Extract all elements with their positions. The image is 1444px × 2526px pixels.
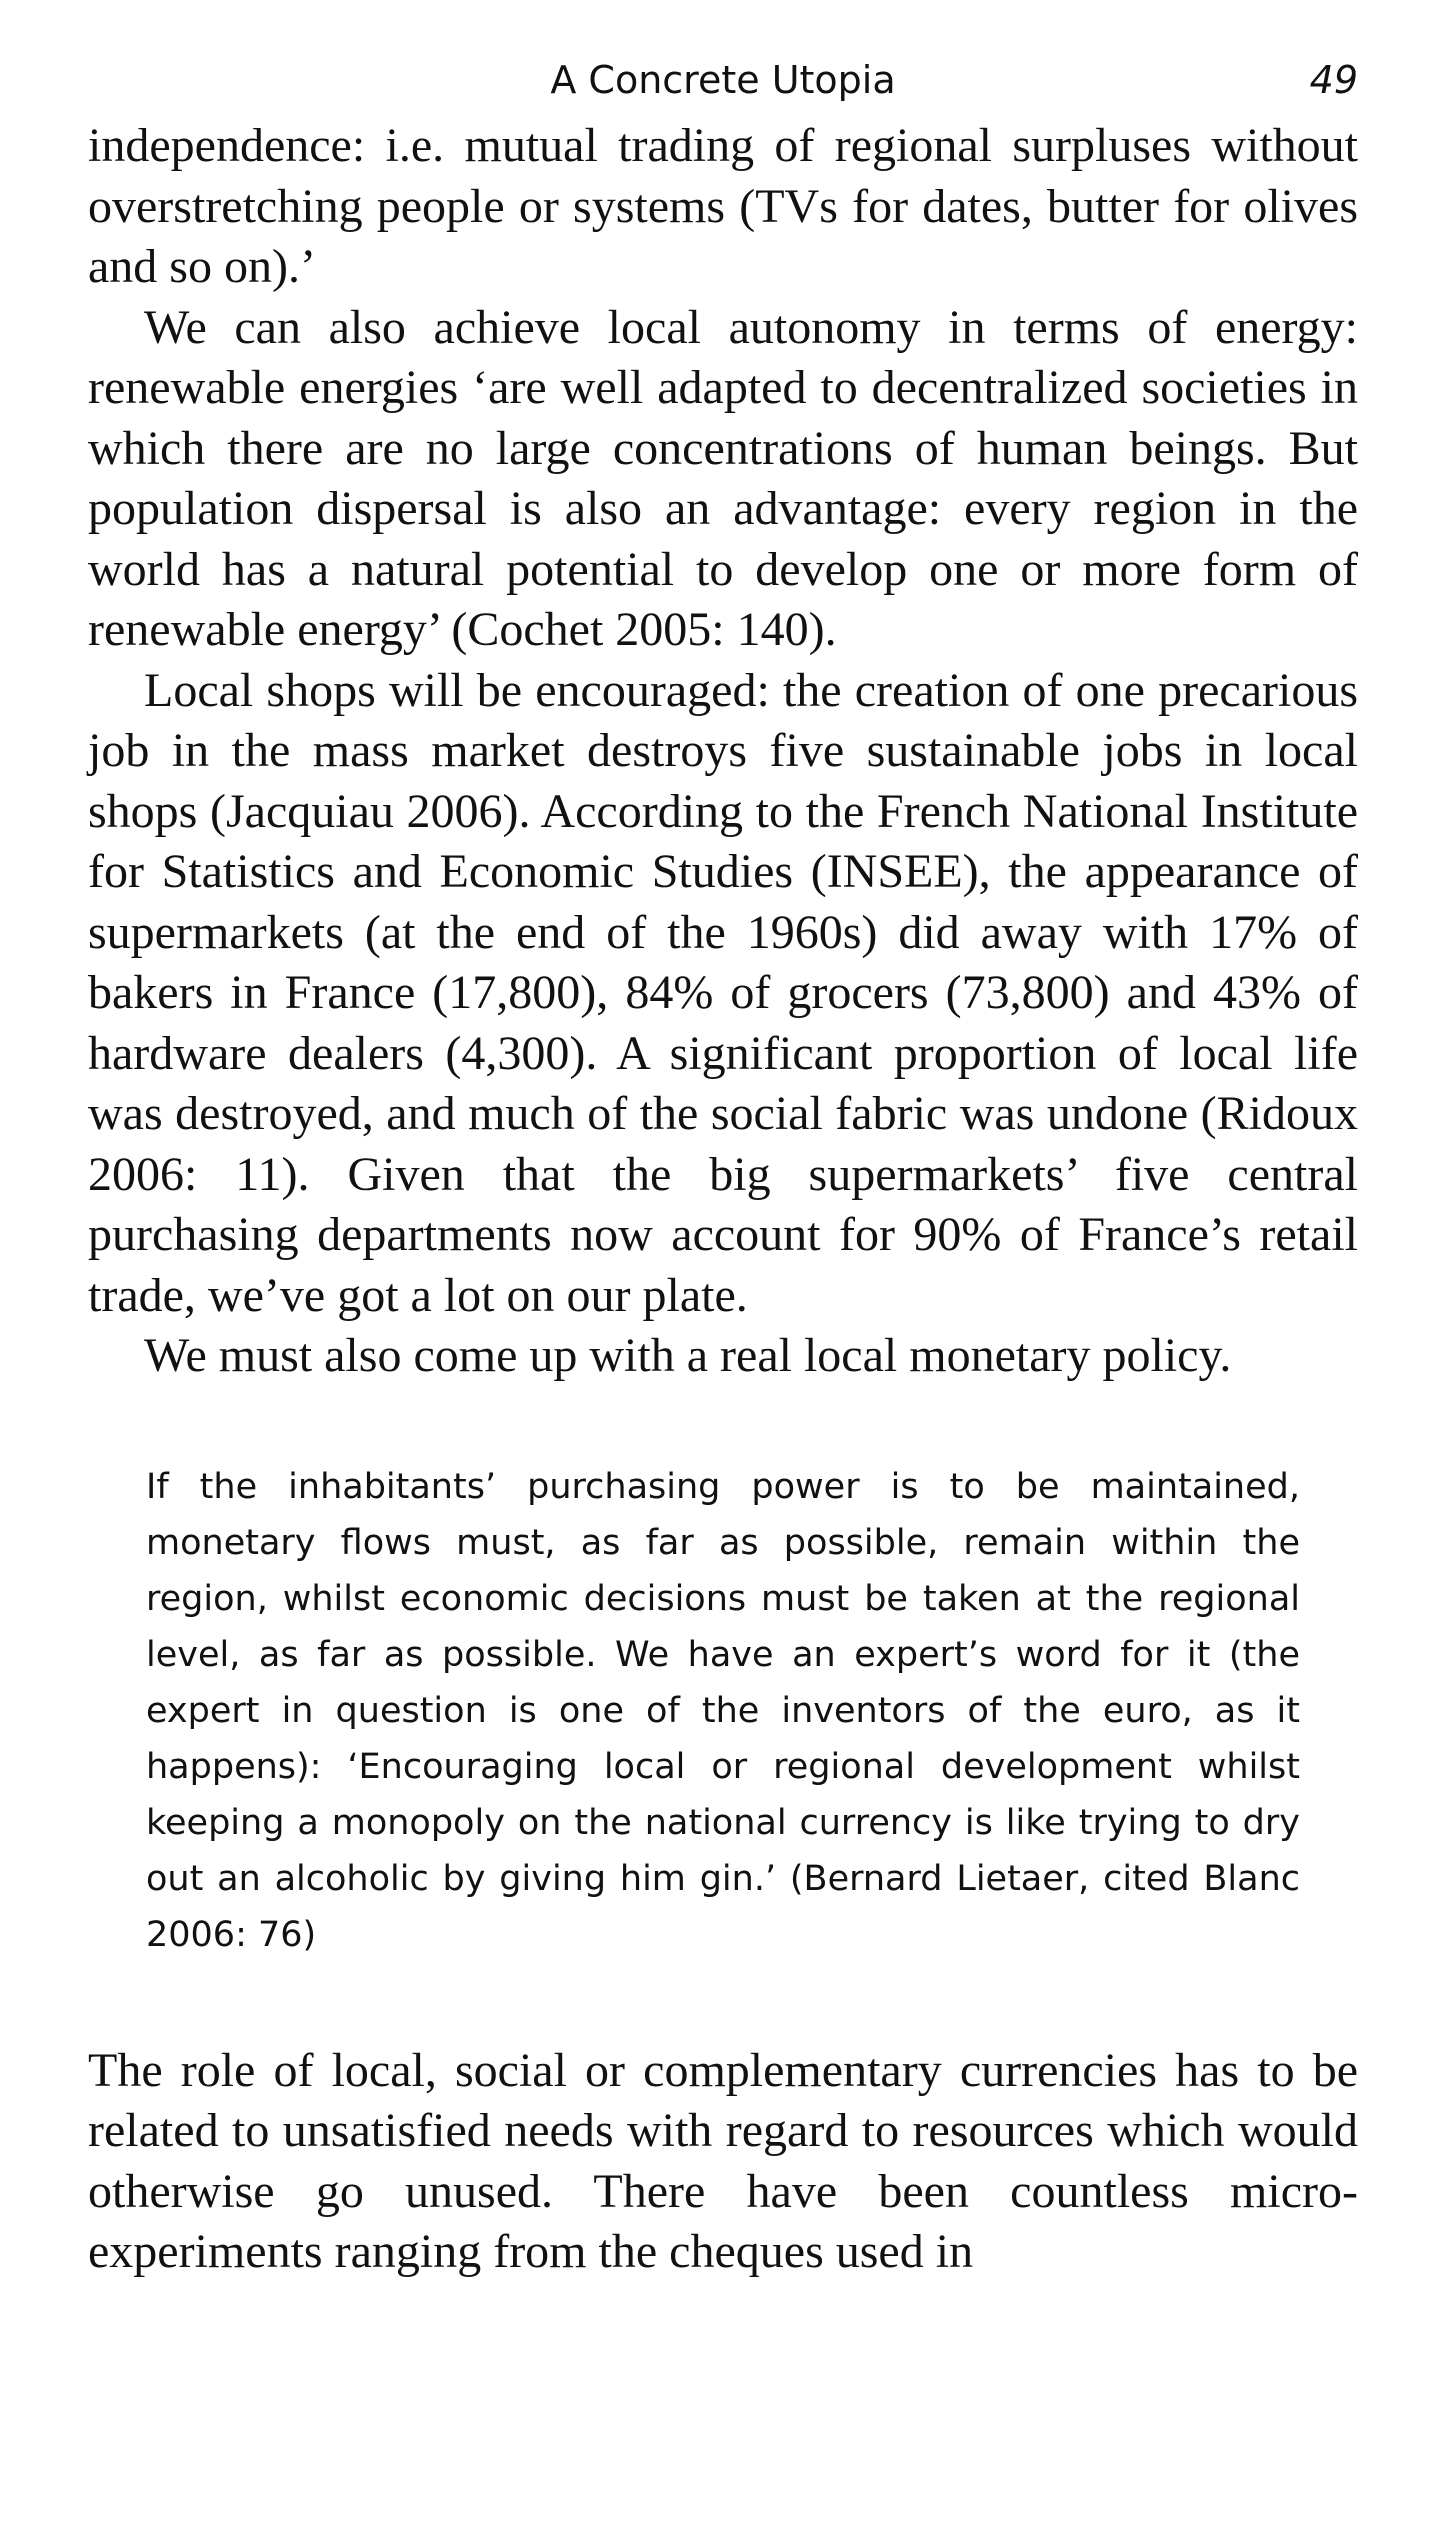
body-text xyxy=(88,116,1358,2283)
paragraph-local-currencies: The role of local, social or complementary currencies has to be related to unsatisfied needs with regard to resources which would otherwise go unused. There have been countless micro-experiments ranging from the cheques used in xyxy=(88,2043,1358,2278)
block-quote: If the inhabitants’ purchasing power is to be maintained, monetary flows must, as far as possible, remain within the region, whilst economic decisions must be taken at the regional level, as far as possible. We have an expert’s word for it (the expert in question is one of the inventors of the euro, as it happens): ‘Encouraging local or regional development whilst keeping a monopoly on the national currency is like trying to dry out an alcoholic by giving him gin.’ (Bernard Lietaer, cited Blanc 2006: 76) xyxy=(146,1466,1300,1955)
paragraph-monetary-policy: We must also come up with a real local monetary policy. xyxy=(144,1329,1232,1382)
running-head xyxy=(88,44,1358,116)
book-page xyxy=(88,44,1358,2283)
paragraph-energy-autonomy: We can also achieve local autonomy in terms of energy: renewable energies ‘are well adapted to decentralized societies in which there are no large concentrations of human beings. But population dispersal is also an advantage: every region in the world has a natural potential to develop one or more form of renewable energy’ (Cochet 2005: 140). xyxy=(88,300,1358,656)
paragraph-continued: independence: i.e. mutual trading of regional surpluses without overstretching people or systems (TVs for dates, butter for olives and so on).’ xyxy=(88,119,1358,293)
paragraph-local-shops: Local shops will be encouraged: the creation of one precarious job in the mass market destroys five sustainable jobs in local shops (Jacquiau 2006). According to the French National Institute for Statistics and Economic Studies (INSEE), the appearance of supermarkets (at the end of the 1960s) did away with 17% of bakers in France (17,800), 84% of grocers (73,800) and 43% of hardware dealers (4,300). A significant proportion of local life was destroyed, and much of the social fabric was undone (Ridoux 2006: 11). Given that the big supermarkets’ five central purchasing departments now account for 90% of France’s retail trade, we’ve got a lot on our plate. xyxy=(88,663,1358,1322)
page-number: 49 xyxy=(1309,58,1358,102)
running-title: A Concrete Utopia xyxy=(550,58,896,102)
